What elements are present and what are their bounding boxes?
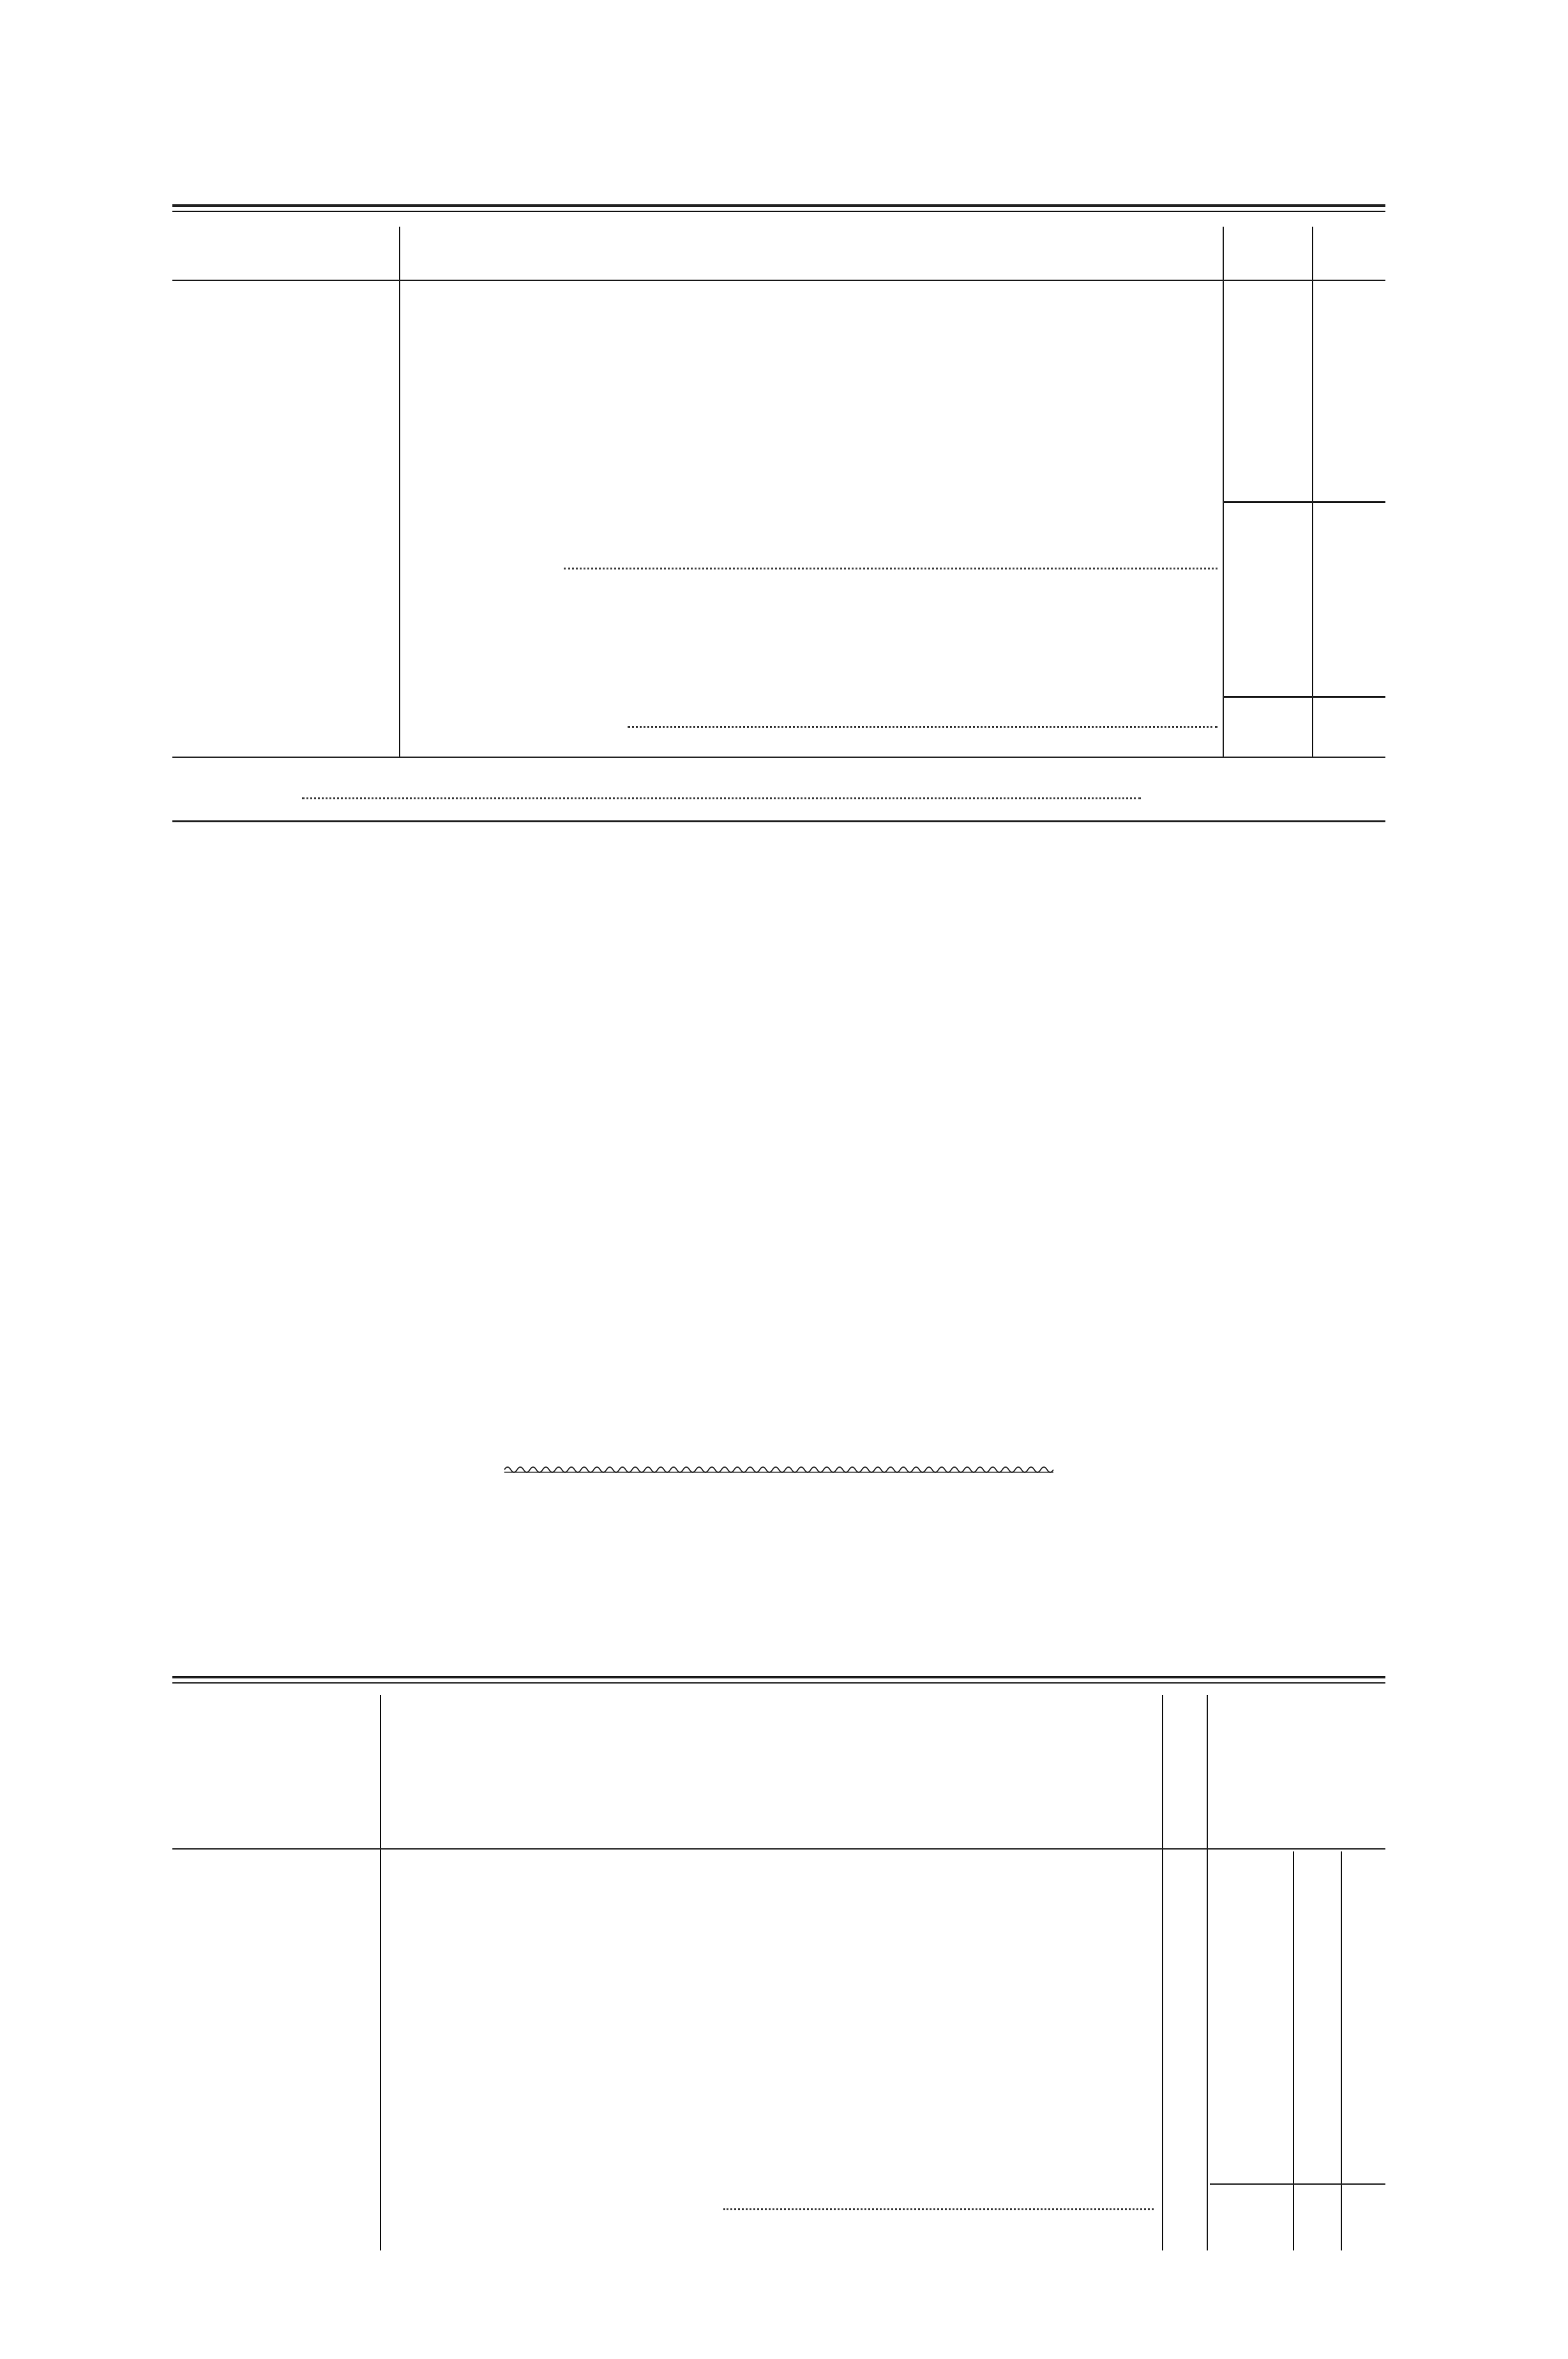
rule — [172, 1676, 1385, 1678]
column-divider — [399, 227, 400, 757]
margin-note-right — [1392, 140, 1539, 148]
rule — [172, 757, 1385, 758]
wavy-divider — [504, 1463, 1060, 1476]
row-1841-line2 — [562, 555, 1219, 575]
total-label — [626, 714, 1219, 733]
column-divider — [1341, 1851, 1342, 2250]
rule — [172, 280, 1385, 281]
column-divider — [1293, 1851, 1294, 2250]
total-rule — [1223, 696, 1385, 698]
carried-over-label — [721, 2196, 1156, 2215]
column-divider — [1207, 1695, 1208, 2250]
col-vouchers — [1166, 1698, 1202, 1845]
rule — [172, 1682, 1385, 1684]
rule — [172, 1848, 1385, 1850]
column-divider — [1162, 1695, 1163, 2250]
carried-rule — [1210, 2183, 1385, 2185]
date-1841 — [176, 536, 396, 555]
row-1841-line1 — [405, 536, 1219, 555]
halifax-line — [300, 785, 1143, 804]
margin-note-left — [38, 140, 172, 148]
column-divider — [1312, 227, 1313, 757]
column-divider — [1223, 227, 1224, 757]
rule — [172, 211, 1385, 212]
column-divider — [380, 1695, 381, 2250]
rule — [172, 820, 1385, 822]
rule — [172, 204, 1385, 207]
subtotal-rule — [1223, 501, 1385, 503]
